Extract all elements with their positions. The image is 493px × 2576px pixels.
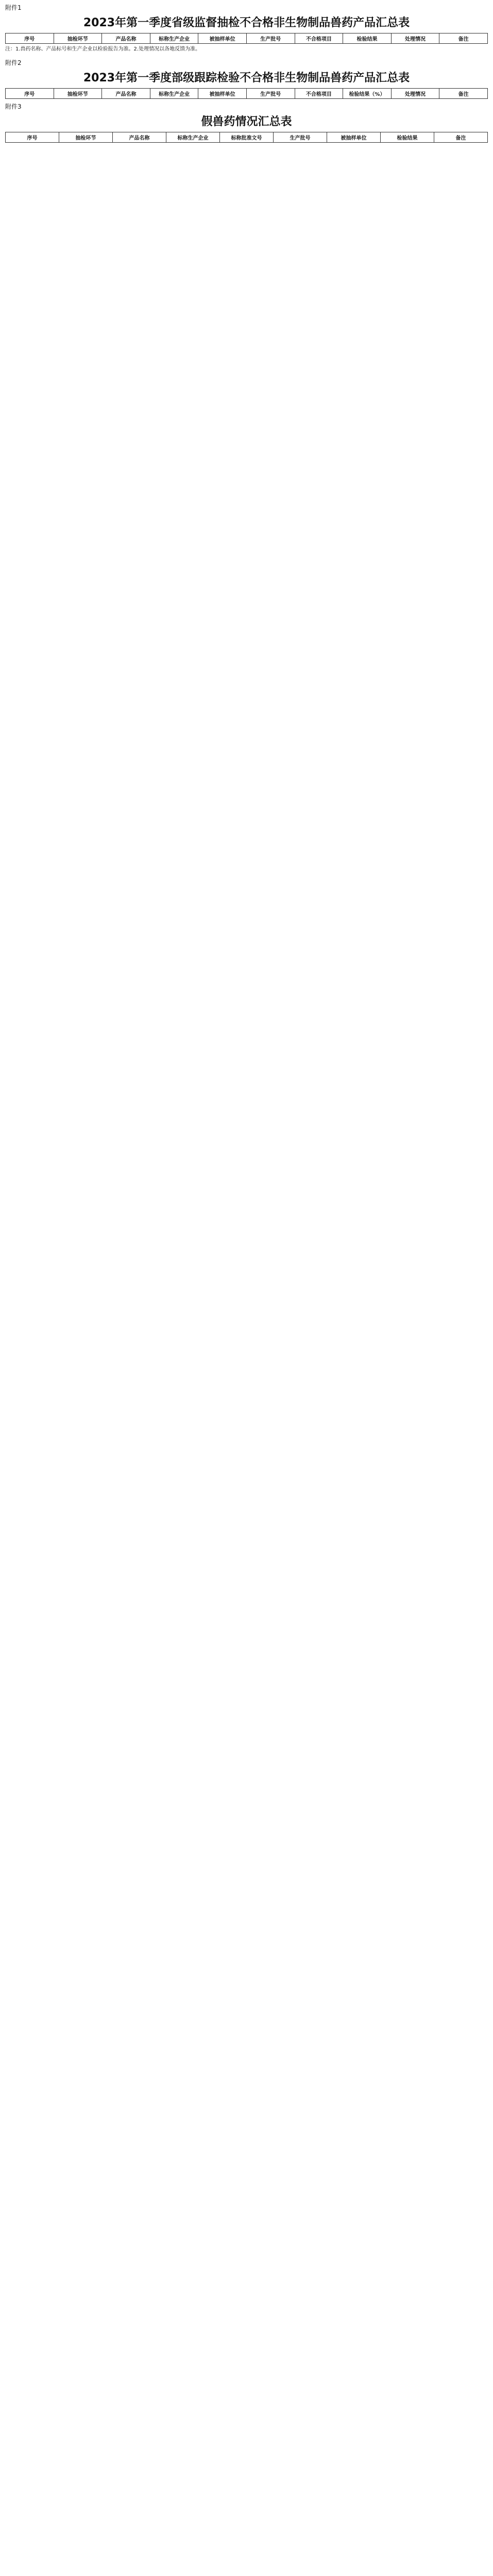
attachment-label: 附件3 — [5, 103, 22, 110]
attachment-label: 附件1 — [5, 4, 22, 11]
header-row — [6, 89, 488, 99]
col-header: 备注 — [439, 33, 488, 44]
col-header: 标称批准文号 — [220, 132, 274, 143]
col-header: 生产批号 — [246, 33, 295, 44]
col-header: 产品名称 — [113, 132, 166, 143]
col-header: 不合格项目 — [295, 33, 343, 44]
col-header: 被抽样单位 — [327, 132, 381, 143]
col-header: 产品名称 — [102, 33, 150, 44]
col-header: 被抽样单位 — [198, 33, 247, 44]
col-header: 抽检环节 — [54, 89, 102, 99]
col-header: 序号 — [6, 132, 59, 143]
attachment-1 — [5, 3, 488, 53]
results-table — [5, 33, 488, 44]
col-header: 抽检环节 — [59, 132, 113, 143]
col-header: 生产批号 — [274, 132, 327, 143]
col-header: 被抽样单位 — [198, 89, 247, 99]
col-header: 检验结果（%） — [343, 89, 392, 99]
col-header: 序号 — [6, 33, 54, 44]
col-header: 标称生产企业 — [150, 89, 198, 99]
table-title: 2023年第一季度省级监督抽检不合格非生物制品兽药产品汇总表 — [83, 16, 410, 29]
col-header: 处理情况 — [391, 89, 439, 99]
attachment-3 — [5, 102, 488, 143]
col-header: 备注 — [434, 132, 488, 143]
table-title: 2023年第一季度部级跟踪检验不合格非生物制品兽药产品汇总表 — [83, 72, 410, 84]
results-table — [5, 88, 488, 99]
attachment-label: 附件2 — [5, 59, 22, 66]
col-header: 抽检环节 — [54, 33, 102, 44]
table-note: 注：1.兽药名称、产品标号和生产企业以检验报告为准。2.处理情况以各地反馈为准。 — [5, 46, 201, 52]
document-page — [0, 3, 493, 143]
col-header: 标称生产企业 — [150, 33, 198, 44]
col-header: 检验结果 — [343, 33, 392, 44]
col-header: 产品名称 — [102, 89, 150, 99]
attachment-2 — [5, 58, 488, 99]
col-header: 不合格项目 — [295, 89, 343, 99]
results-table — [5, 132, 488, 143]
header-row — [6, 33, 488, 44]
col-header: 序号 — [6, 89, 54, 99]
col-header: 备注 — [439, 89, 488, 99]
col-header: 标称生产企业 — [166, 132, 220, 143]
col-header: 处理情况 — [391, 33, 439, 44]
col-header: 生产批号 — [246, 89, 295, 99]
header-row — [6, 132, 488, 143]
table-title: 假兽药情况汇总表 — [201, 115, 292, 128]
col-header: 检验结果 — [381, 132, 434, 143]
